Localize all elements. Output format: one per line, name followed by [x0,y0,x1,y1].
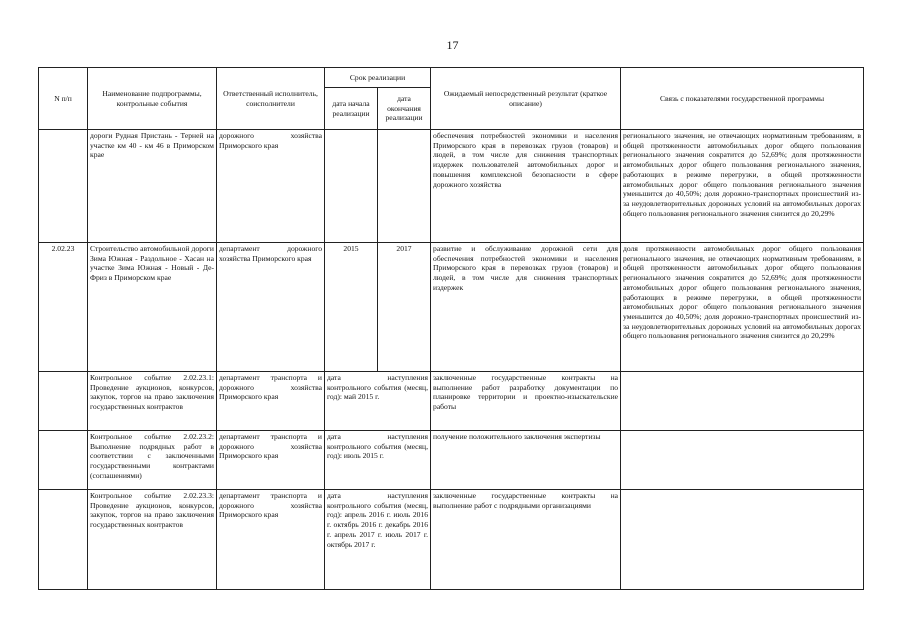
table-row [39,490,864,590]
row-link: доля протяженности автомобильных дорог общего пользования регионального значения, не отвечающих нормативным требованиям, в общей протяженности автомобильных дорог общего пользования регионального значения сократится до 52,69%; доля протяженности автомобильных дорог общего пользования регионального значения, работающих в режиме перегрузки, в общей протяженности автомобильных дорог общего пользования регионального значения уменьшится до 40,50%; доля дорожно-транспортных происшествий из-за неудовлетворительных дорожных условий на автомобильных дорогах общего пользования регионального значения снизится до 20,29% [621,243,864,372]
row-num [39,372,88,431]
row-name: Контрольное событие 2.02.23.1: Проведение аукционов, конкурсов, закупок, торгов на право заключения государственных контрактов [88,372,217,431]
row-result: получение положительного заключения экспертизы [431,431,621,490]
row-result: заключенные государственные контракты на выполнение работ разработку документации по планировке территории и проектно-изыскательские работы [431,372,621,431]
row-start: дата наступления контрольного события (месяц, год): апрель 2016 г. июль 2016 г. октябрь 2016 г. декабрь 2016 г. апрель 2017 г. июль 2017 г. октябрь 2017 г. [325,490,431,590]
row-name: Строительство автомобильной дороги Зима Южная - Раздольное - Хасан на участке Зима Южная - Новый - Де-Фриз в Приморском крае [88,243,217,372]
row-result: заключенные государственные контракты на выполнение работ с подрядными организациями [431,490,621,590]
program-events-table [38,67,864,590]
row-link: регионального значения, не отвечающих нормативным требованиям, в общей протяженности автомобильных дорог общего пользования регионального значения сократится до 52,69%; доля протяженности автомобильных дорог общего пользования регионального значения, работающих в режиме перегрузки, в общей протяженности автомобильных дорог общего пользования регионального значения уменьшится до 40,50%; доля дорожно-транспортных происшествий из-за неудовлетворительных дорожных условий на автомобильных дорогах общего пользования регионального значения снизится до 20,29% [621,130,864,243]
row-executor: департамент транспорта и дорожного хозяйства Приморского края [217,490,325,590]
table-row [39,130,864,243]
header-end: дата окончания реализации [378,88,431,130]
row-link [621,431,864,490]
table-row [39,431,864,490]
row-result: развитие и обслуживание дорожной сети для обеспечения потребностей экономики и населения Приморского края в перевозках грузов (товаров) и людей, в том числе для снижения транспортных издержек [431,243,621,372]
row-num: 2.02.23 [39,243,88,372]
row-link [621,490,864,590]
row-name: Контрольное событие 2.02.23.3: Проведение аукционов, конкурсов, закупок, торгов на право заключения государственных контрактов [88,490,217,590]
row-start [325,130,378,243]
header-executor: Ответственный исполнитель, соисполнители [217,68,325,130]
row-result: обеспечения потребностей экономики и населения Приморского края в перевозках грузов (товаров) и людей, в том числе для снижения транспортных издержек пользователей автомобильных дорог и повышения комплексной безопасности в сфере дорожного хозяйства [431,130,621,243]
row-start: 2015 [325,243,378,372]
header-num: N п/п [39,68,88,130]
header-start: дата начала реализации [325,88,378,130]
header-period: Срок реализации [325,68,431,88]
row-start: дата наступления контрольного события (месяц, год): май 2015 г. [325,372,431,431]
row-executor: департамент дорожного хозяйства Приморского края [217,243,325,372]
header-result: Ожидаемый непосредственный результат (краткое описание) [431,68,621,130]
row-end [378,130,431,243]
table-row [39,243,864,372]
page-number: 17 [446,38,459,52]
row-num [39,431,88,490]
row-num [39,130,88,243]
row-start: дата наступления контрольного события (месяц, год): июль 2015 г. [325,431,431,490]
row-name: Контрольное событие 2.02.23.2: Выполнение подрядных работ в соответствии с заключенными государственными контрактами (соглашениями) [88,431,217,490]
row-executor: дорожного хозяйства Приморского края [217,130,325,243]
header-name: Наименование подпрограммы, контрольные события [88,68,217,130]
row-name: дороги Рудная Пристань - Терней на участке км 40 - км 46 в Приморском крае [88,130,217,243]
row-end: 2017 [378,243,431,372]
row-num [39,490,88,590]
row-link [621,372,864,431]
row-executor: департамент транспорта и дорожного хозяйства Приморского края [217,372,325,431]
header-link: Связь с показателями государственной программы [621,68,864,130]
table-row [39,372,864,431]
row-executor: департамент транспорта и дорожного хозяйства Приморского края [217,431,325,490]
